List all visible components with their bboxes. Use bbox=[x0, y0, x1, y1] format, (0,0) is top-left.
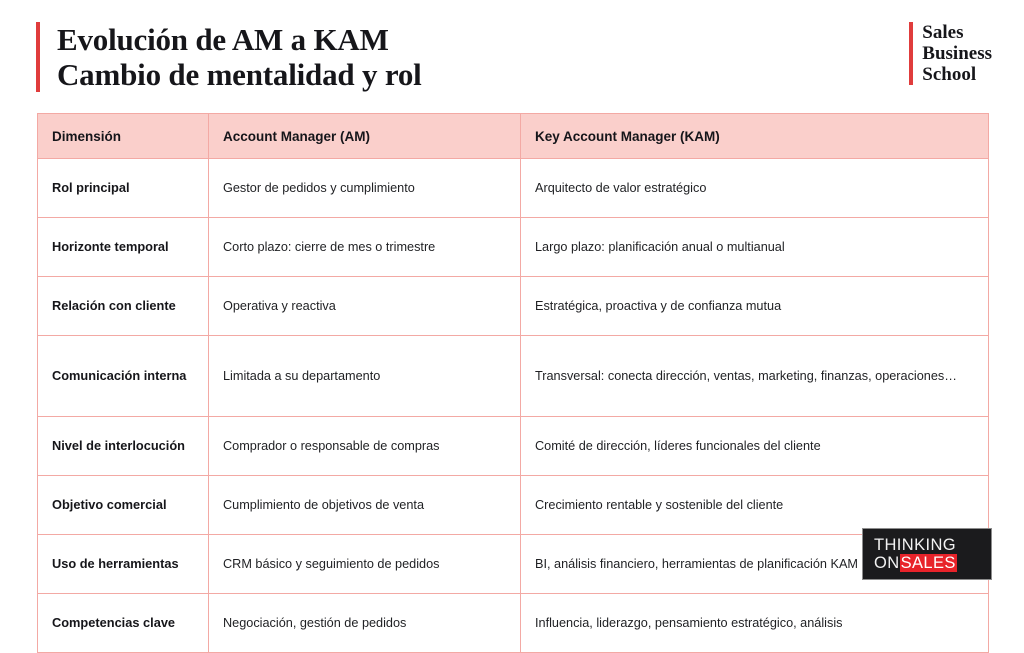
logo-text bbox=[922, 22, 992, 85]
cell-dimension: Rol principal bbox=[38, 159, 209, 218]
logo-line-1: Sales bbox=[922, 22, 964, 43]
cell-kam: Estratégica, proactiva y de confianza mutua bbox=[521, 277, 989, 336]
column-header-key-account-manager: Key Account Manager (KAM) bbox=[521, 114, 989, 159]
cell-kam: Largo plazo: planificación anual o multianual bbox=[521, 218, 989, 277]
cell-am: CRM básico y seguimiento de pedidos bbox=[209, 535, 521, 594]
badge-line-2 bbox=[874, 554, 991, 572]
cell-dimension: Competencias clave bbox=[38, 594, 209, 653]
cell-kam: Crecimiento rentable y sostenible del cliente bbox=[521, 476, 989, 535]
title-text bbox=[57, 22, 422, 92]
badge-on-text: ON bbox=[874, 554, 900, 572]
table-header bbox=[38, 114, 989, 159]
thinking-on-sales-badge bbox=[862, 528, 992, 580]
page-header bbox=[0, 0, 1024, 108]
title-line-2: Cambio de mentalidad y rol bbox=[57, 57, 422, 92]
table-row bbox=[38, 218, 989, 277]
badge-sales-text: SALES bbox=[900, 554, 956, 572]
cell-kam: Influencia, liderazgo, pensamiento estratégico, análisis bbox=[521, 594, 989, 653]
am-vs-kam-table bbox=[37, 113, 989, 653]
badge-line-1: THINKING bbox=[874, 536, 957, 554]
cell-am: Comprador o responsable de compras bbox=[209, 417, 521, 476]
cell-kam: Arquitecto de valor estratégico bbox=[521, 159, 989, 218]
logo-line-3: School bbox=[922, 64, 977, 85]
table-row bbox=[38, 336, 989, 417]
cell-am: Cumplimiento de objetivos de venta bbox=[209, 476, 521, 535]
cell-dimension: Objetivo comercial bbox=[38, 476, 209, 535]
logo-accent-bar bbox=[909, 22, 913, 85]
cell-dimension: Nivel de interlocución bbox=[38, 417, 209, 476]
column-header-account-manager: Account Manager (AM) bbox=[209, 114, 521, 159]
table-row bbox=[38, 594, 989, 653]
cell-kam: BI, análisis financiero, herramientas de planificación KAM bbox=[521, 535, 989, 594]
table-header-row bbox=[38, 114, 989, 159]
cell-am: Corto plazo: cierre de mes o trimestre bbox=[209, 218, 521, 277]
sales-business-school-logo bbox=[909, 22, 992, 85]
table-row bbox=[38, 476, 989, 535]
cell-dimension: Uso de herramientas bbox=[38, 535, 209, 594]
logo-line-2: Business bbox=[922, 43, 992, 64]
table-row bbox=[38, 417, 989, 476]
table-body bbox=[38, 159, 989, 653]
comparison-table-container bbox=[37, 113, 988, 653]
title-line-1: Evolución de AM a KAM bbox=[57, 22, 389, 57]
cell-dimension: Relación con cliente bbox=[38, 277, 209, 336]
cell-am: Negociación, gestión de pedidos bbox=[209, 594, 521, 653]
cell-kam: Transversal: conecta dirección, ventas, marketing, finanzas, operaciones… bbox=[521, 336, 989, 417]
cell-am: Operativa y reactiva bbox=[209, 277, 521, 336]
title-accent-bar bbox=[36, 22, 40, 92]
cell-kam: Comité de dirección, líderes funcionales del cliente bbox=[521, 417, 989, 476]
table-row bbox=[38, 535, 989, 594]
cell-am: Limitada a su departamento bbox=[209, 336, 521, 417]
page-title bbox=[36, 22, 422, 92]
cell-dimension: Horizonte temporal bbox=[38, 218, 209, 277]
column-header-dimension: Dimensión bbox=[38, 114, 209, 159]
cell-dimension: Comunicación interna bbox=[38, 336, 209, 417]
table-row bbox=[38, 159, 989, 218]
table-row bbox=[38, 277, 989, 336]
cell-am: Gestor de pedidos y cumplimiento bbox=[209, 159, 521, 218]
